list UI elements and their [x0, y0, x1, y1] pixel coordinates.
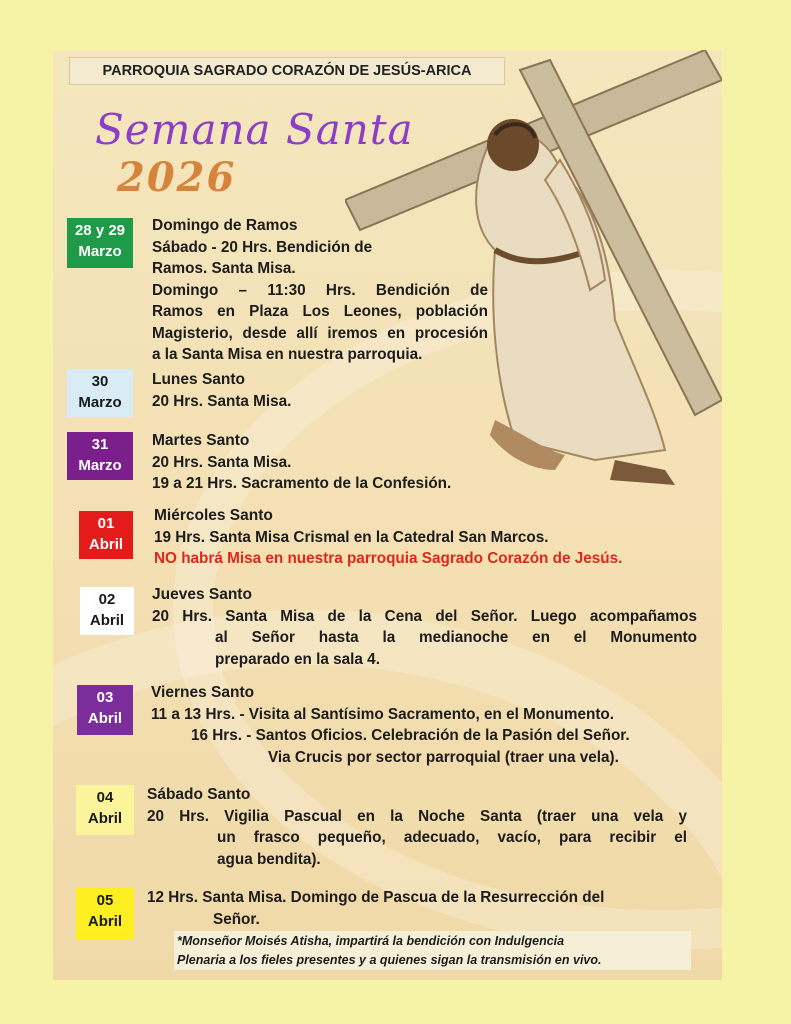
date-day: 30 — [91, 373, 109, 390]
event-lunes-santo — [152, 369, 488, 412]
event-title: Viernes Santo — [151, 684, 255, 701]
event-line: 20 Hrs. Vigilia Pascual en la Noche Santa (traer una vela y — [147, 807, 687, 825]
date-day: 03 — [96, 689, 114, 706]
date-day: 04 — [96, 789, 114, 806]
date-badge — [67, 432, 133, 480]
event-line: a la Santa Misa en nuestra parroquia. — [152, 346, 423, 363]
event-martes-santo — [152, 430, 572, 495]
event-domingo-de-pascua — [147, 887, 707, 930]
event-miercoles-santo — [154, 505, 719, 570]
event-line: agua bendita). — [217, 850, 321, 868]
event-title: Domingo de Ramos — [152, 217, 298, 234]
event-line: al Señor hasta la medianoche en el Monumento — [215, 629, 697, 646]
date-badge — [80, 587, 134, 635]
date-badge — [67, 369, 133, 417]
event-title: Martes Santo — [152, 432, 250, 449]
event-line: 20 Hrs. Santa Misa de la Cena del Señor. Luego acompañamos — [152, 607, 697, 625]
title-year: 2026 — [117, 154, 237, 201]
date-month: Abril — [87, 810, 123, 827]
event-sabado-santo — [147, 784, 687, 870]
date-month: Abril — [89, 612, 125, 629]
indulgence-note — [174, 931, 691, 970]
event-line: 11 a 13 Hrs. - Visita al Santísimo Sacramento, en el Monumento. — [151, 705, 615, 723]
date-day: 02 — [98, 591, 116, 608]
note-line: *Monseñor Moisés Atisha, impartirá la bendición con Indulgencia — [177, 934, 565, 948]
date-day: 28 y 29 — [74, 222, 126, 239]
poster — [53, 50, 722, 980]
event-line: Magisterio, desde allí iremos en procesión — [152, 324, 488, 342]
date-badge — [77, 685, 133, 735]
date-month: Abril — [87, 913, 123, 930]
event-line: Domingo – 11:30 Hrs. Bendición de — [152, 281, 488, 299]
date-badge — [76, 785, 134, 835]
event-jueves-santo — [152, 584, 697, 670]
event-line: un frasco pequeño, adecuado, vacío, para recibir el — [217, 829, 687, 846]
event-title: Sábado Santo — [147, 786, 251, 803]
event-title: Lunes Santo — [152, 371, 246, 388]
date-month: Abril — [88, 536, 124, 553]
event-line: 20 Hrs. Santa Misa. — [152, 453, 292, 471]
date-month: Marzo — [78, 243, 122, 260]
date-badge — [79, 511, 133, 559]
event-line: 19 Hrs. Santa Misa Crismal en la Catedral San Marcos. — [154, 528, 549, 546]
page-title: Semana Santa — [95, 105, 414, 154]
event-line: 12 Hrs. Santa Misa. Domingo de Pascua de la Resurrección del — [147, 889, 605, 906]
date-month: Marzo — [78, 394, 122, 411]
event-domingo-de-ramos — [152, 215, 488, 366]
event-line: preparado en la sala 4. — [215, 650, 380, 668]
event-line: 20 Hrs. Santa Misa. — [152, 392, 292, 410]
parish-header: PARROQUIA SAGRADO CORAZÓN DE JESÚS-ARICA — [69, 57, 505, 85]
date-day: 05 — [96, 892, 114, 909]
event-title: Miércoles Santo — [154, 507, 273, 524]
event-line: Via Crucis por sector parroquial (traer una vela). — [268, 748, 619, 766]
event-warning: NO habrá Misa en nuestra parroquia Sagrado Corazón de Jesús. — [154, 550, 623, 567]
date-badge — [67, 218, 133, 268]
date-month: Abril — [87, 710, 123, 727]
event-viernes-santo — [151, 682, 711, 768]
event-line: Ramos. Santa Misa. — [152, 260, 296, 277]
note-line: Plenaria a los fieles presentes y a quienes sigan la transmisión en vivo. — [177, 953, 602, 967]
event-line: Sábado - 20 Hrs. Bendición de — [152, 238, 373, 256]
event-line: Señor. — [213, 910, 260, 928]
date-badge — [76, 888, 134, 940]
event-line: 16 Hrs. - Santos Oficios. Celebración de la Pasión del Señor. — [191, 727, 630, 744]
event-line: 19 a 21 Hrs. Sacramento de la Confesión. — [152, 475, 452, 492]
event-line: Ramos en Plaza Los Leones, población — [152, 303, 488, 320]
date-day: 01 — [97, 515, 115, 532]
date-day: 31 — [91, 436, 109, 453]
event-title: Jueves Santo — [152, 586, 252, 603]
date-month: Marzo — [78, 457, 122, 474]
